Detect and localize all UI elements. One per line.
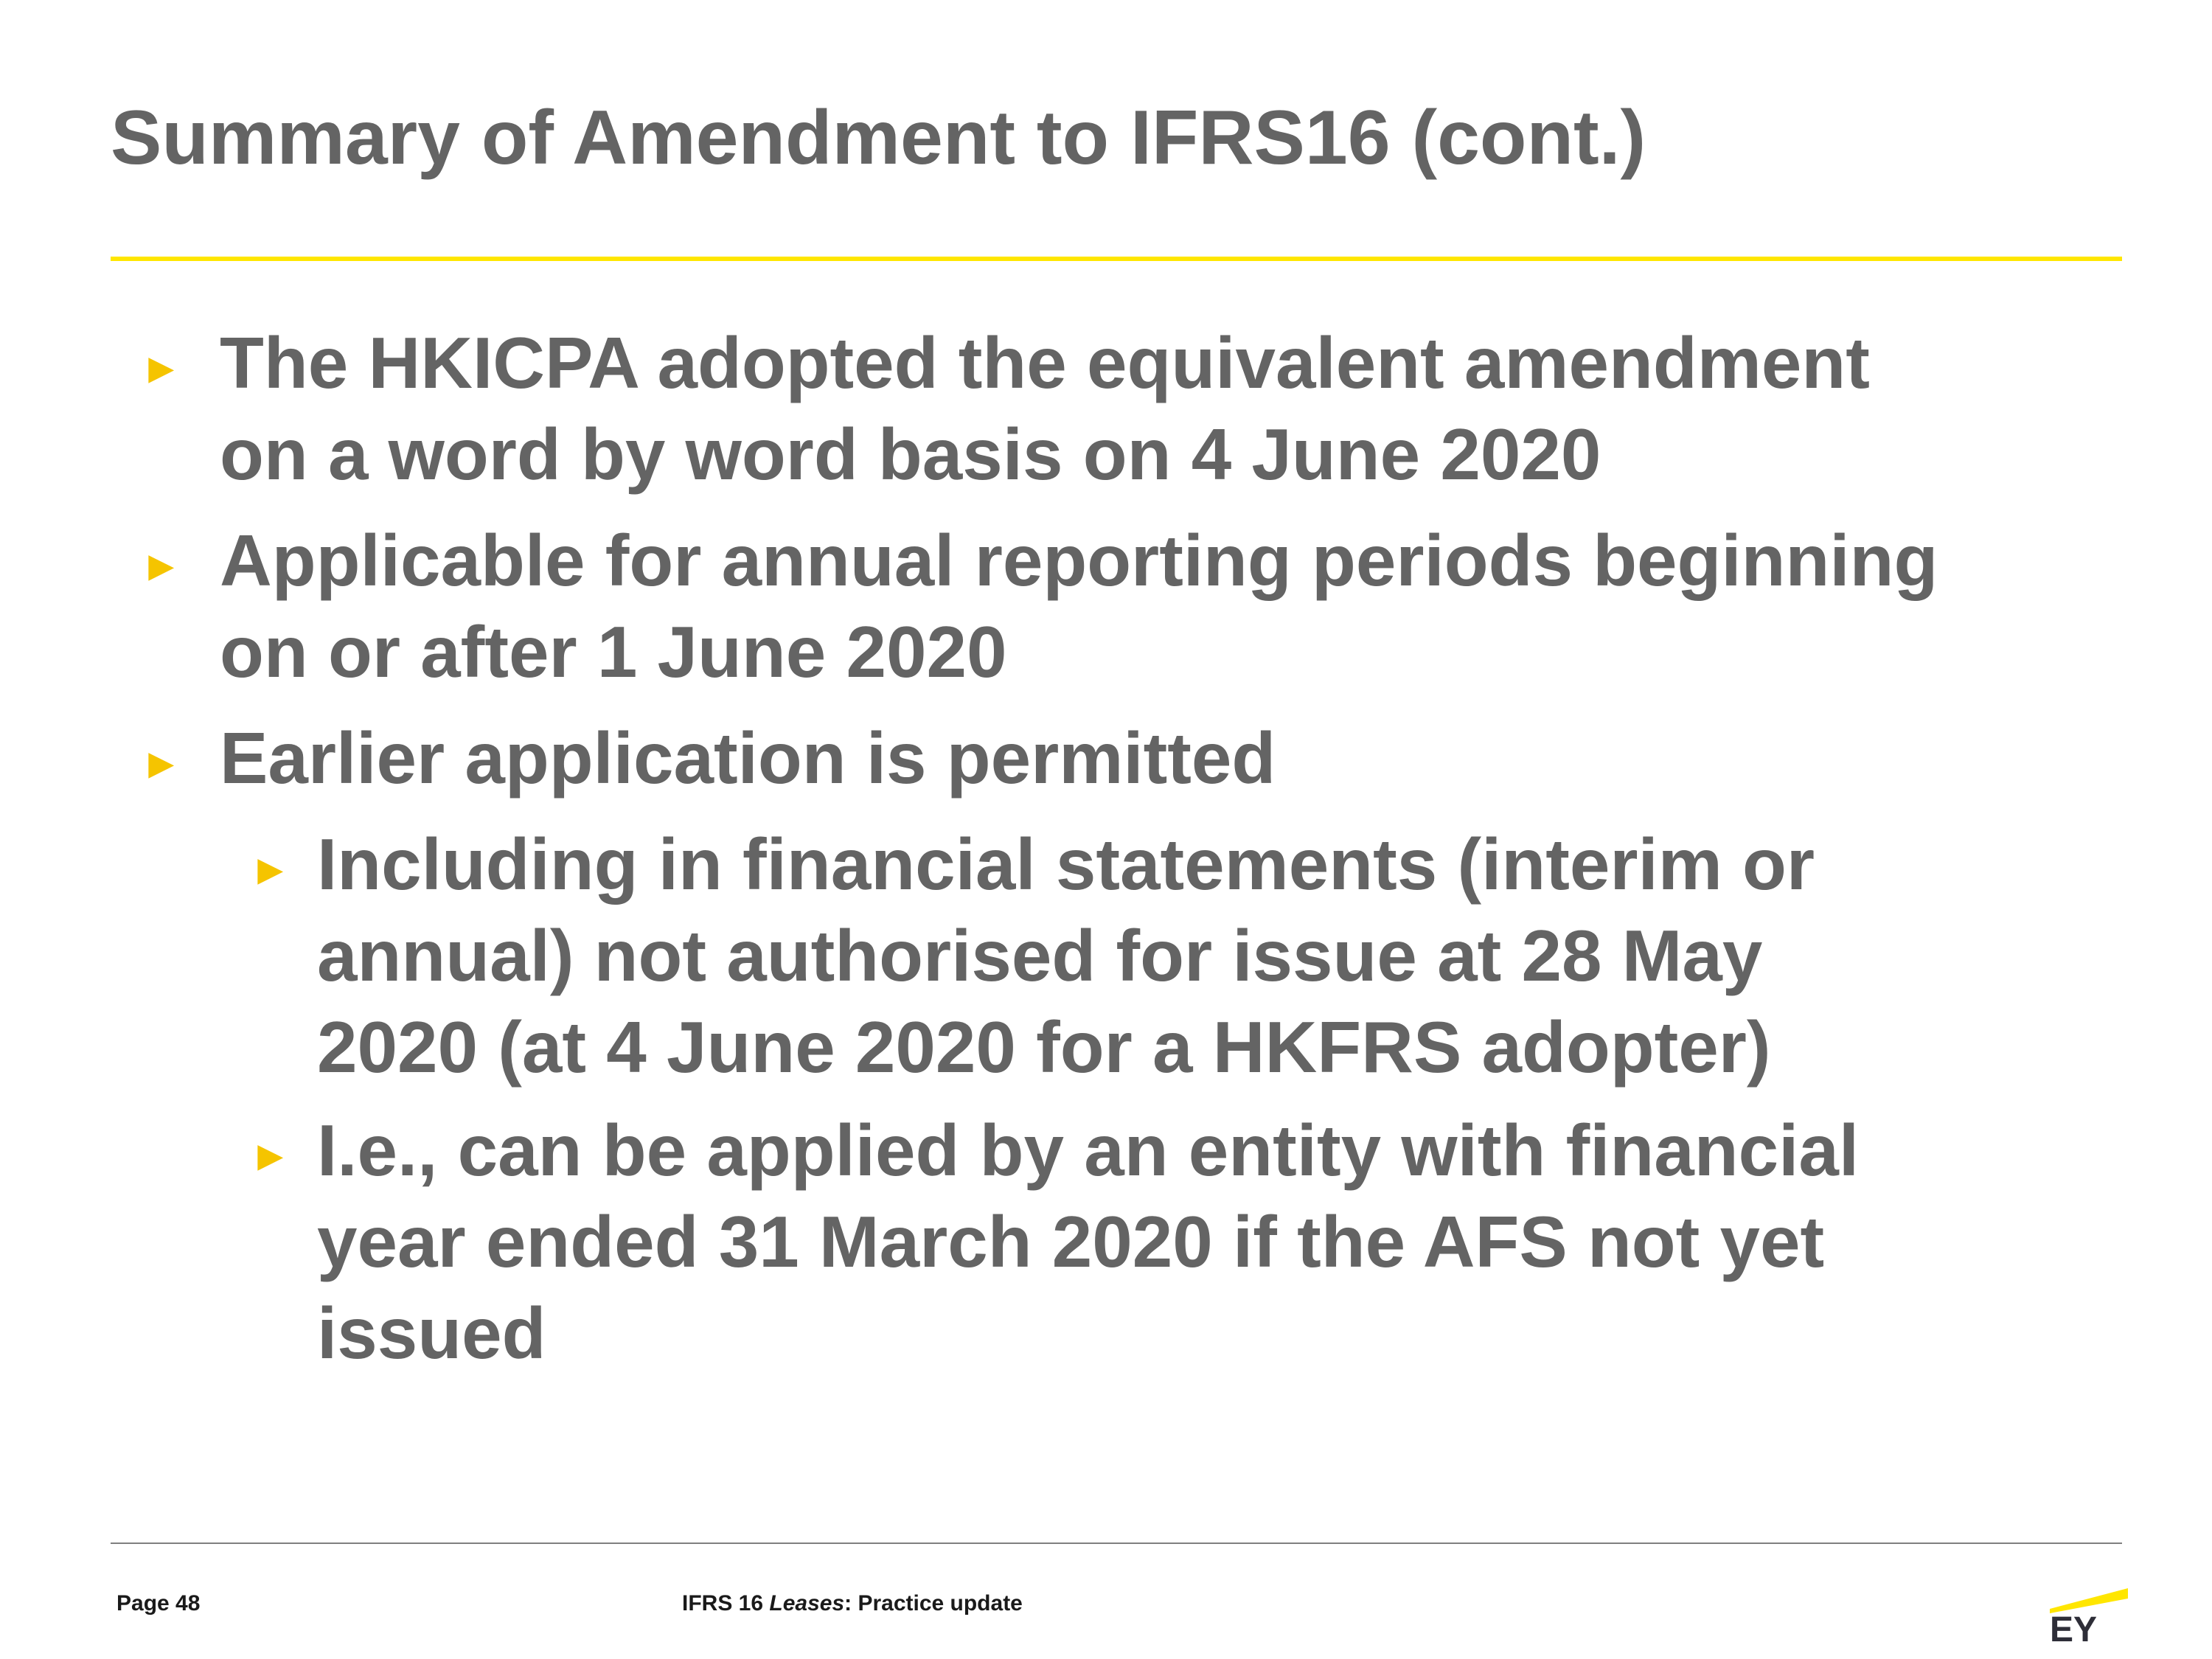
page-number: Page 48 bbox=[116, 1591, 201, 1615]
ey-logo bbox=[2048, 1584, 2129, 1643]
sub-bullet-item-including bbox=[249, 818, 1815, 1093]
bullet-item-earlier bbox=[140, 712, 1276, 804]
footer-divider bbox=[111, 1543, 2122, 1544]
bullet-arrow-icon: ► bbox=[249, 846, 292, 894]
document-title-suffix: : Practice update bbox=[844, 1591, 1023, 1615]
page-title: Summary of Amendment to IFRS16 (cont.) bbox=[111, 95, 1646, 181]
bullet-arrow-icon: ► bbox=[140, 740, 183, 787]
bullet-text: Applicable for annual reporting periods beginning on or after 1 June 2020 bbox=[220, 520, 1938, 692]
ey-logo-text: EY bbox=[2050, 1610, 2098, 1643]
bullet-item-hkicpa bbox=[140, 317, 1870, 500]
bullet-text: I.e., can be applied by an entity with financial year ended 31 March 2020 if the AFS not yet issued bbox=[317, 1110, 1860, 1374]
document-title bbox=[682, 1591, 1023, 1616]
sub-bullet-item-ie bbox=[249, 1105, 1859, 1379]
bullet-text: The HKICPA adopted the equivalent amendment on a word by word basis on 4 June 2020 bbox=[220, 322, 1870, 495]
bullet-item-applicable bbox=[140, 515, 1938, 698]
bullet-text: Earlier application is permitted bbox=[220, 717, 1276, 799]
bullet-arrow-icon: ► bbox=[140, 542, 183, 590]
bullet-text: Including in financial statements (interim or annual) not authorised for issue at 28 May 2020 (at 4 June 2020 for a HKFRS adopter) bbox=[317, 824, 1815, 1088]
title-divider bbox=[111, 257, 2122, 261]
ey-logo-beam bbox=[2050, 1588, 2128, 1613]
bullet-arrow-icon: ► bbox=[140, 344, 183, 392]
document-title-italic: Leases bbox=[769, 1591, 845, 1615]
bullet-arrow-icon: ► bbox=[249, 1132, 292, 1180]
document-title-prefix: IFRS 16 bbox=[682, 1591, 770, 1615]
